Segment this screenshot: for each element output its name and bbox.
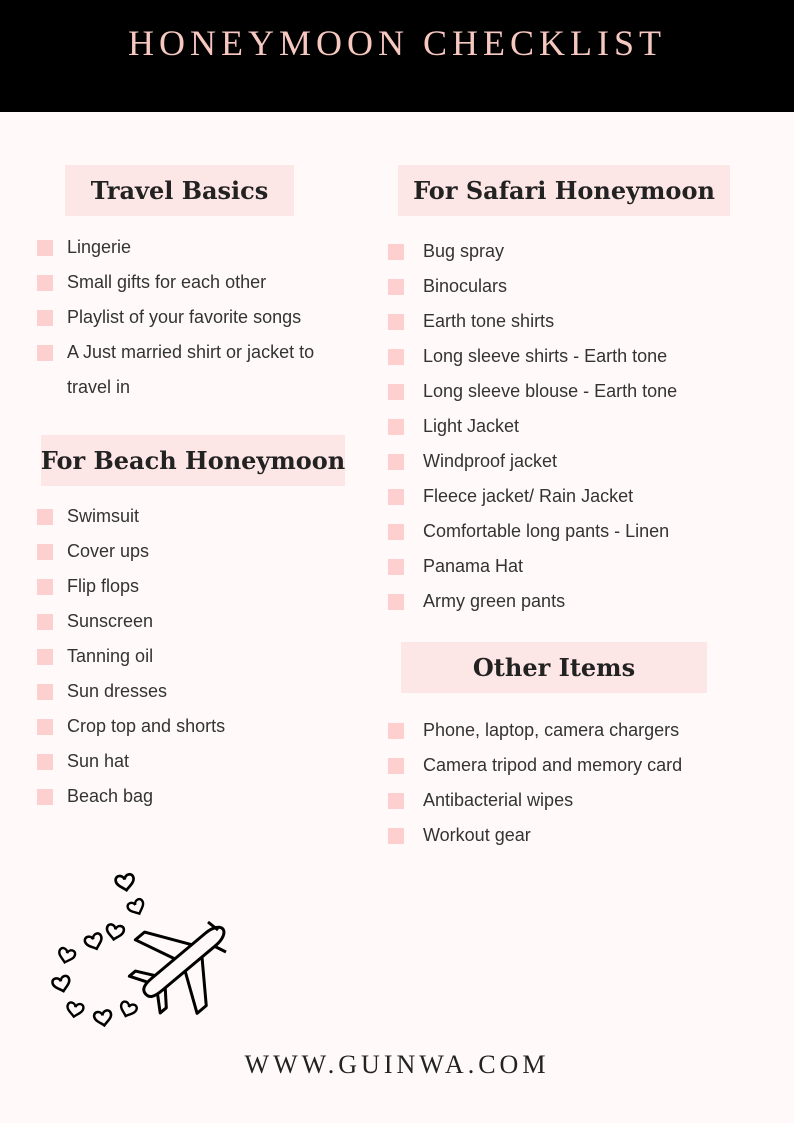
checkbox[interactable] — [37, 719, 53, 735]
checklist-item[interactable]: Earth tone shirts — [388, 304, 677, 339]
page-title: HONEYMOON CHECKLIST — [128, 23, 666, 63]
checkbox[interactable] — [388, 559, 404, 575]
checkbox[interactable] — [37, 345, 53, 361]
checkbox[interactable] — [388, 279, 404, 295]
checklist-item[interactable]: Swimsuit — [37, 499, 225, 534]
checkbox[interactable] — [37, 649, 53, 665]
checkbox[interactable] — [388, 489, 404, 505]
checklist-item[interactable]: Playlist of your favorite songs — [37, 300, 314, 335]
header-banner — [0, 0, 794, 112]
checklist-item[interactable]: Binoculars — [388, 269, 677, 304]
checkbox[interactable] — [37, 509, 53, 525]
other-list — [388, 713, 682, 853]
checklist-item[interactable]: Bug spray — [388, 234, 677, 269]
checklist-item[interactable]: Comfortable long pants - Linen — [388, 514, 677, 549]
checklist-item[interactable]: Panama Hat — [388, 549, 677, 584]
checkbox[interactable] — [388, 314, 404, 330]
checklist-item[interactable]: Sunscreen — [37, 604, 225, 639]
checklist-item[interactable]: Light Jacket — [388, 409, 677, 444]
checklist-item[interactable]: Crop top and shorts — [37, 709, 225, 744]
checklist-item[interactable]: Phone, laptop, camera chargers — [388, 713, 682, 748]
checklist-item[interactable]: Beach bag — [37, 779, 225, 814]
travel-basics-list — [37, 230, 314, 405]
checklist-item[interactable]: Antibacterial wipes — [388, 783, 682, 818]
section-heading-other: Other Items — [401, 642, 707, 693]
checklist-item[interactable]: Camera tripod and memory card — [388, 748, 682, 783]
checkbox[interactable] — [388, 349, 404, 365]
checklist-item[interactable]: Lingerie — [37, 230, 314, 265]
checklist-item[interactable]: Long sleeve blouse - Earth tone — [388, 374, 677, 409]
section-heading-safari: For Safari Honeymoon — [398, 165, 730, 216]
checkbox[interactable] — [37, 684, 53, 700]
checkbox[interactable] — [37, 310, 53, 326]
section-heading-beach: For Beach Honeymoon — [41, 435, 345, 486]
airplane-with-hearts-icon — [40, 860, 240, 1040]
checkbox[interactable] — [388, 524, 404, 540]
section-heading-travel-basics: Travel Basics — [65, 165, 294, 216]
checklist-item[interactable]: Fleece jacket/ Rain Jacket — [388, 479, 677, 514]
checklist-item[interactable]: Army green pants — [388, 584, 677, 619]
checklist-item[interactable]: Flip flops — [37, 569, 225, 604]
checkbox[interactable] — [37, 544, 53, 560]
checkbox[interactable] — [388, 594, 404, 610]
checkbox[interactable] — [388, 723, 404, 739]
checkbox[interactable] — [388, 384, 404, 400]
checkbox[interactable] — [37, 240, 53, 256]
checkbox[interactable] — [37, 275, 53, 291]
checklist-item[interactable]: A Just married shirt or jacket to — [37, 335, 314, 370]
checkbox[interactable] — [388, 758, 404, 774]
checkbox[interactable] — [388, 419, 404, 435]
checkbox[interactable] — [37, 754, 53, 770]
checklist-item[interactable]: Windproof jacket — [388, 444, 677, 479]
checklist-item[interactable]: Sun dresses — [37, 674, 225, 709]
safari-list — [388, 234, 677, 619]
checkbox[interactable] — [388, 244, 404, 260]
checkbox[interactable] — [37, 789, 53, 805]
checkbox[interactable] — [388, 793, 404, 809]
checkbox[interactable] — [37, 579, 53, 595]
checklist-item[interactable]: Sun hat — [37, 744, 225, 779]
checklist-item[interactable]: Small gifts for each other — [37, 265, 314, 300]
checklist-item[interactable]: Long sleeve shirts - Earth tone — [388, 339, 677, 374]
checklist-item[interactable]: Workout gear — [388, 818, 682, 853]
checkbox[interactable] — [388, 454, 404, 470]
checklist-item[interactable]: Tanning oil — [37, 639, 225, 674]
website-url: WWW.GUINWA.COM — [244, 1050, 550, 1079]
checkbox[interactable] — [37, 614, 53, 630]
checklist-item-continuation: travel in — [67, 377, 131, 397]
beach-list — [37, 499, 225, 814]
checklist-item[interactable]: Cover ups — [37, 534, 225, 569]
checkbox[interactable] — [388, 828, 404, 844]
